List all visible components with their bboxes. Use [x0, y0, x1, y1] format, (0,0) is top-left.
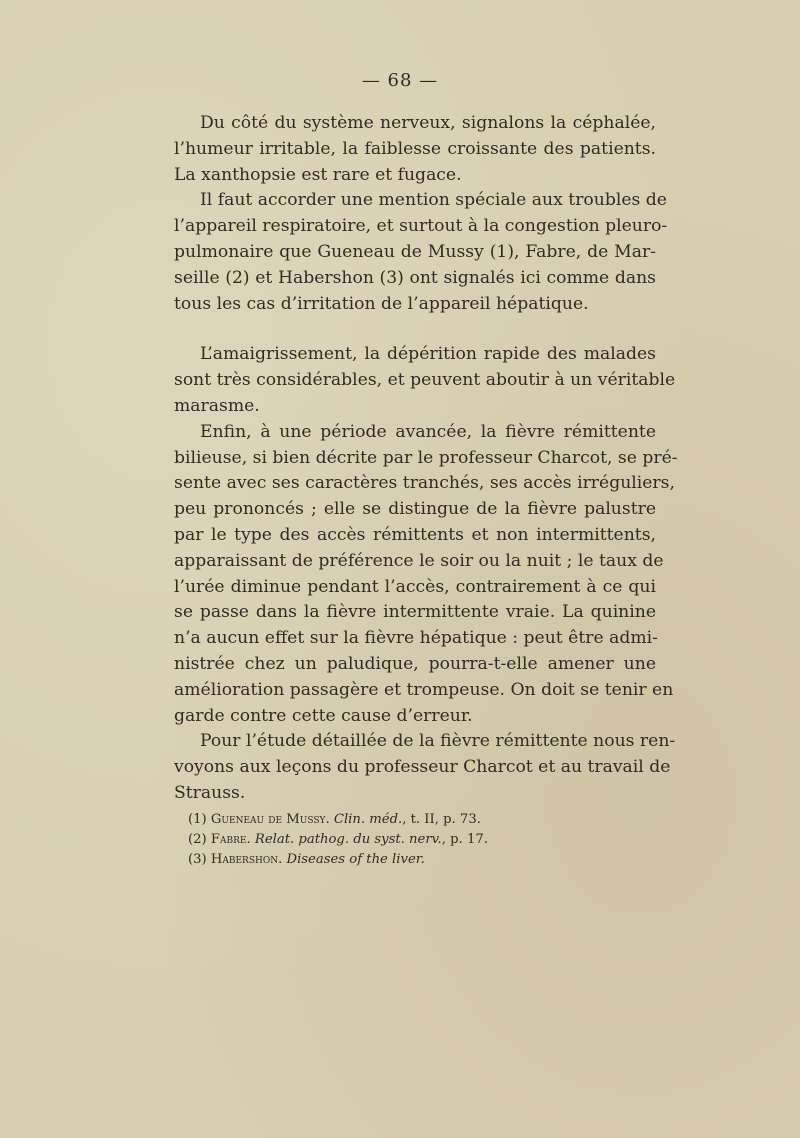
text-line: sente avec ses caractères tranchés, ses accès irréguliers, — [174, 473, 675, 494]
paragraph-references — [174, 729, 676, 806]
text-line: bilieuse, si bien décrite par le professeur Charcot, se pré- — [174, 447, 678, 468]
body-text — [174, 111, 678, 807]
text-line: seille (2) et Habershon (3) ont signalés ici comme dans — [174, 267, 656, 288]
text-line: Strauss. — [174, 782, 246, 803]
text-line: La xanthopsie est rare et fugace. — [174, 164, 462, 185]
text-line: marasme. — [174, 395, 260, 416]
text-line: se passe dans la fièvre intermittente vraie. La quinine — [174, 602, 656, 623]
text-line: Enfin, à une période avancée, la fièvre rémittente — [200, 421, 656, 442]
footnote-1 — [174, 810, 656, 830]
footnote-3 — [174, 850, 656, 870]
text-line: n’a aucun effet sur la fièvre hépatique : peut être admi- — [174, 628, 658, 649]
paragraph-respiratory — [174, 188, 668, 317]
text-line: apparaissant de préférence le soir ou la nuit ; le taux de — [174, 550, 664, 571]
footnote-author: Fabre. — [210, 832, 251, 847]
page-number: — 68 — — [361, 70, 439, 91]
text-line: l’humeur irritable, la faiblesse croissante des patients. — [174, 138, 656, 159]
text-line: garde contre cette cause d’erreur. — [174, 705, 473, 726]
text-line: tous les cas d’irritation de l’appareil hépatique. — [174, 293, 589, 314]
text-line: par le type des accès rémittents et non intermittents, — [174, 524, 656, 545]
footnote-author: Gueneau de Mussy. — [210, 812, 330, 827]
footnote-2 — [174, 830, 656, 850]
text-line: pulmonaire que Gueneau de Mussy (1), Fabre, de Mar- — [174, 241, 656, 262]
text-line: L’amaigrissement, la dépérition rapide des malades — [200, 344, 656, 365]
footnote-author: Habershon. — [210, 852, 283, 867]
paragraph-gap — [174, 317, 656, 342]
text-line: nistrée chez un paludique, pourra-t-elle amener une — [174, 653, 656, 674]
paragraph-nervous-system — [174, 111, 656, 188]
text-line: amélioration passagère et trompeuse. On doit se tenir en — [174, 679, 674, 700]
footnote-mark: (3) — [188, 852, 211, 867]
text-line: Il faut accorder une mention spéciale aux troubles de — [200, 190, 667, 211]
footnote-title: Relat. pathog. du syst. nerv. — [254, 832, 442, 847]
footnote-rest: , p. 17. — [441, 832, 488, 847]
paragraph-remittent-fever — [174, 420, 678, 730]
text-line: l’urée diminue pendant l’accès, contrairement à ce qui — [174, 576, 656, 597]
text-line: Pour l’étude détaillée de la fièvre rémittente nous ren- — [200, 731, 676, 752]
footnote-title: Diseases of the liver. — [286, 852, 425, 867]
text-line: l’appareil respiratoire, et surtout à la congestion pleuro- — [174, 216, 668, 237]
paragraph-emaciation — [174, 342, 676, 419]
text-line: voyons aux leçons du professeur Charcot et au travail de — [174, 757, 671, 778]
footnote-rest: , t. II, p. 73. — [402, 812, 481, 827]
text-line: sont très considérables, et peuvent aboutir à un véritable — [174, 370, 676, 391]
footnotes — [174, 810, 656, 870]
footnote-title: Clin. méd. — [333, 812, 403, 827]
text-line: Du côté du système nerveux, signalons la céphalée, — [200, 113, 656, 133]
footnote-mark: (1) — [188, 812, 211, 827]
footnote-mark: (2) — [188, 832, 211, 847]
text-line: peu prononcés ; elle se distingue de la fièvre palustre — [174, 499, 656, 520]
